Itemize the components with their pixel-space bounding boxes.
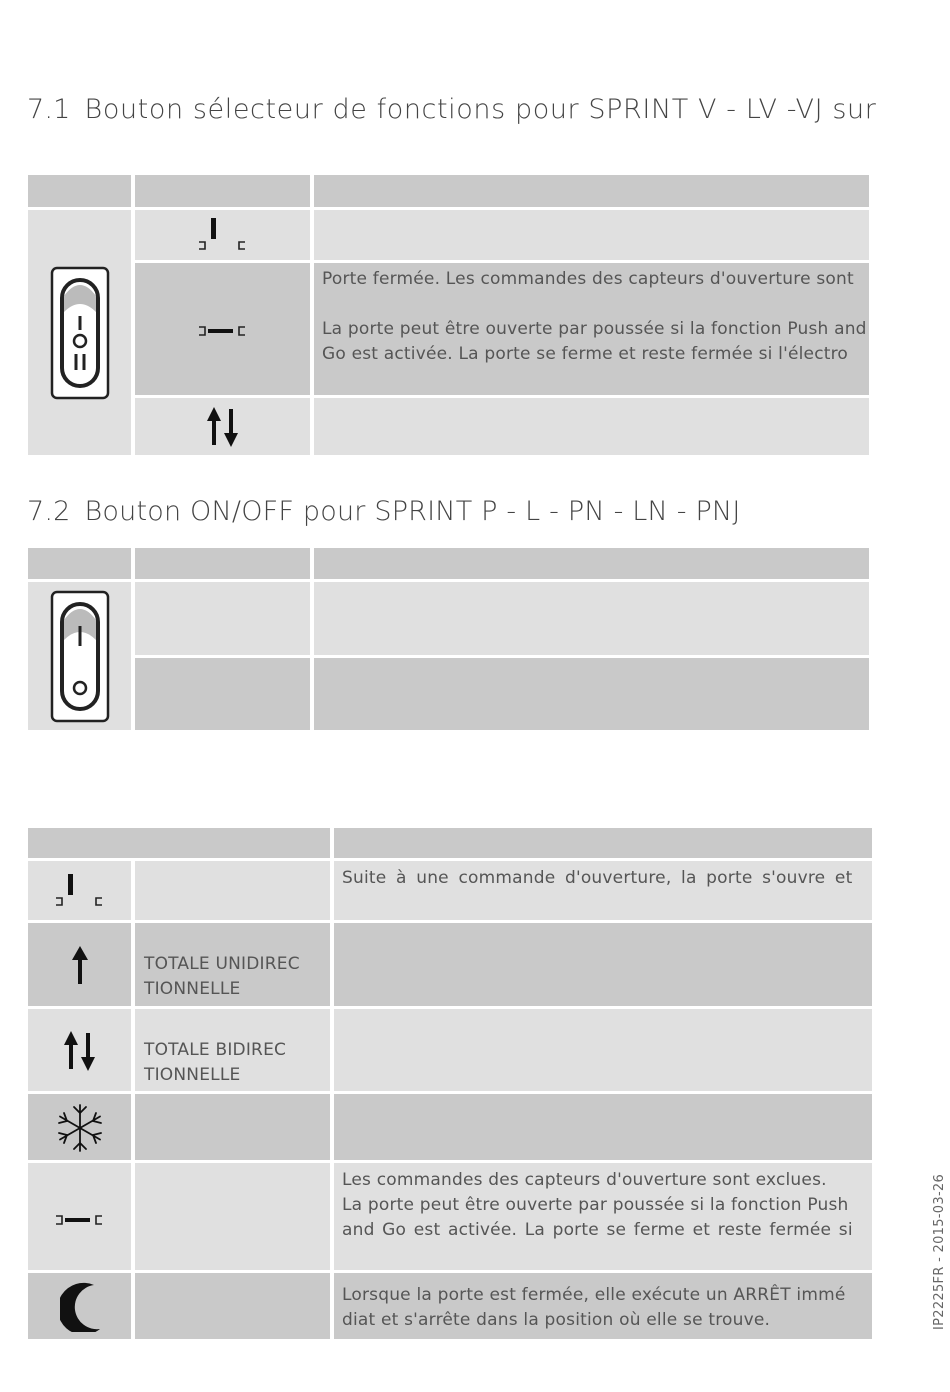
table1-text-cell — [314, 398, 869, 455]
table2-text-cell — [314, 582, 869, 655]
table1-header-cell — [314, 175, 869, 207]
table3-header-cell — [334, 828, 872, 858]
closed-icon — [52, 1209, 108, 1231]
table3-label-cell — [135, 861, 330, 920]
label-line: TIONNELLE — [144, 1065, 241, 1085]
section-title: Bouton ON/OFF pour SPRINT P - L - PN - LN - PNJ — [84, 496, 741, 527]
table2-header-cell — [135, 548, 310, 579]
up-arrow-icon — [68, 944, 92, 986]
moon-icon — [60, 1282, 102, 1332]
bidirectional-arrows-icon — [205, 405, 241, 449]
text-line: Suite à une commande d'ouverture, la porte s'ouvre et — [342, 868, 853, 888]
table1-header-cell — [28, 175, 131, 207]
text-line: Les commandes des capteurs d'ouverture sont exclues. — [342, 1170, 827, 1190]
text-line: Go est activée. La porte se ferme et reste fermée si l'électro — [322, 344, 849, 364]
rocker-switch-I-O-II-icon — [50, 266, 110, 400]
text-line: and Go est activée. La porte se ferme et reste fermée si — [342, 1220, 853, 1240]
label-line: TIONNELLE — [144, 979, 241, 999]
open-partial-icon — [52, 871, 108, 911]
text-line: diat et s'arrête dans la position où elle se trouve. — [342, 1310, 771, 1330]
document-code: IP2225FR - 2015-03-26 — [932, 1173, 947, 1330]
section-7-1-heading — [27, 94, 876, 125]
section-number: 7.1 — [27, 94, 71, 125]
table2-text-cell — [314, 658, 869, 730]
table2-label-cell — [135, 658, 310, 730]
bidirectional-arrows-icon — [62, 1029, 98, 1073]
table2-header-cell — [314, 548, 869, 579]
table2-label-cell — [135, 582, 310, 655]
open-partial-icon — [195, 215, 251, 255]
table3-label-cell — [135, 1273, 330, 1339]
text-line: Porte fermée. Les commandes des capteurs d'ouverture sont — [322, 269, 854, 289]
label-line: TOTALE UNIDIREC — [144, 954, 300, 974]
label-line: TOTALE BIDIREC — [144, 1040, 287, 1060]
section-number: 7.2 — [27, 496, 71, 527]
table2-header-cell — [28, 548, 131, 579]
closed-icon — [195, 320, 251, 342]
table1-text-cell — [314, 210, 869, 260]
snowflake-icon — [54, 1102, 106, 1154]
table3-label-cell — [135, 1163, 330, 1270]
section-7-2-heading — [27, 496, 740, 527]
table3-label-cell — [135, 1094, 330, 1160]
rocker-switch-I-O-icon — [50, 590, 110, 723]
table3-text-cell — [334, 1009, 872, 1091]
text-line: Lorsque la porte est fermée, elle exécute un ARRÊT immé — [342, 1285, 846, 1305]
section-title: Bouton sélecteur de fonctions pour SPRINT V - LV -VJ sur — [84, 94, 877, 125]
table3-text-cell — [334, 1094, 872, 1160]
text-line: La porte peut être ouverte par poussée si la fonction Push — [342, 1195, 849, 1215]
table3-header-cell — [28, 828, 330, 858]
table3-text-cell — [334, 923, 872, 1006]
text-line: La porte peut être ouverte par poussée si la fonction Push and — [322, 319, 867, 339]
table1-header-cell — [135, 175, 310, 207]
